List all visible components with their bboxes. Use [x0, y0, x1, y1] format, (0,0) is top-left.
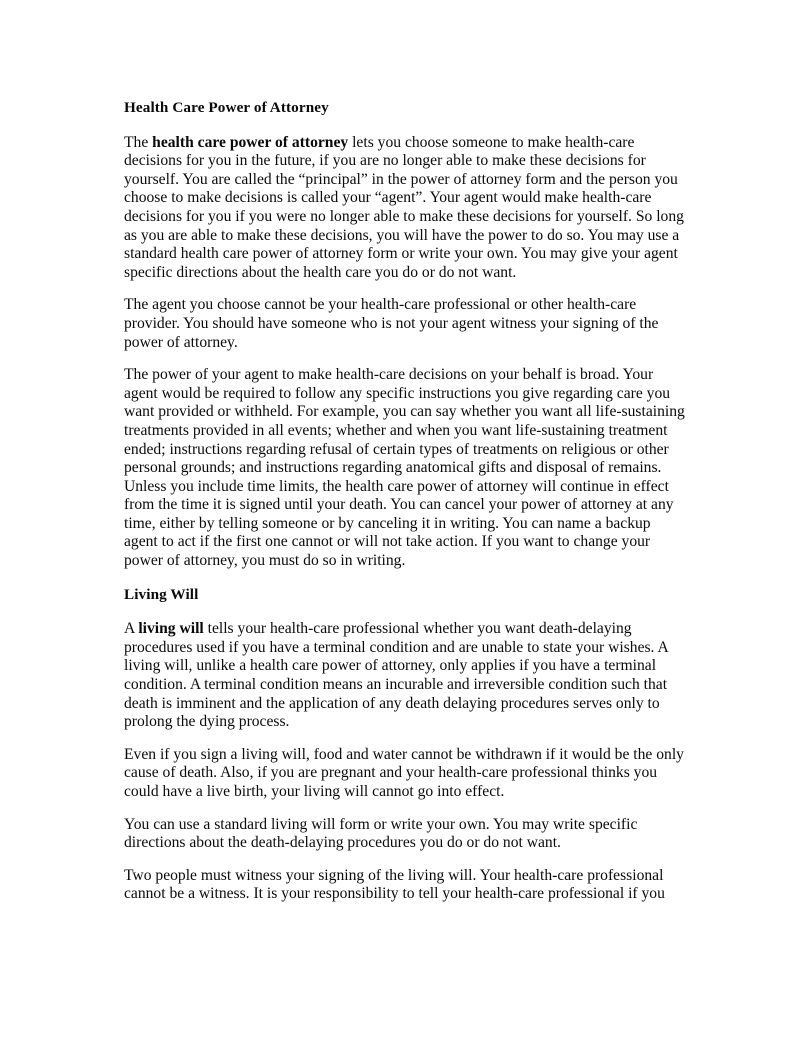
- spacer: [124, 853, 686, 867]
- paragraph-hcpoa-agent-powers: The power of your agent to make health-care decisions on your behalf is broad. Your agent would be required to follow any specific instructions you give regarding care you want provided or withheld. For example, you can say whether you want all life-sustaining treatments provided in all events; whether and when you want life-sustaining treatment ended; instructions regarding refusal of certain types of treatments on religious or other personal grounds; and instructions regarding anatomical gifts and disposal of remains. Unless you include time limits, the health care power of attorney will continue in effect from the time it is signed until your death. You can cancel your power of attorney at any time, either by telling someone or by canceling it in writing. You can name a backup agent to act if the first one cannot or will not take action. If you want to change your power of attorney, you must do so in writing.: [124, 366, 685, 570]
- spacer: [124, 352, 686, 366]
- emphasis-living-will: living will: [138, 620, 204, 638]
- section-heading-living-will: Living Will: [124, 585, 199, 603]
- spacer: [124, 118, 686, 134]
- spacer: [124, 282, 686, 296]
- spacer: [124, 604, 686, 620]
- paragraph-living-will-witnesses: Two people must witness your signing of the living will. Your health-care professional cannot be a witness. It is your responsibility to tell your health-care professional if you: [124, 866, 665, 903]
- section-heading-health-care-power-of-attorney: Health Care Power of Attorney: [124, 99, 329, 116]
- spacer: [124, 802, 686, 816]
- document-body: [124, 99, 686, 904]
- paragraph-rest-text: lets you choose someone to make health-care decisions for you in the future, if you are no longer able to make these decisions for yourself. You are called the “principal” in the power of attorney form and the person you choose to make decisions is called your “agent”. Your agent would make health-care decisions for you if you were no longer able to make these decisions for yourself. So long as you are able to make these decisions, you will have the power to do so. You may use a standard health care power of attorney form or write your own. You may give your agent specific directions about the health care you do or do not want.: [124, 133, 684, 281]
- paragraph-hcpoa-agent-restrictions: The agent you choose cannot be your health-care professional or other health-care provider. You should have someone who is not your agent witness your signing of the power of attorney.: [124, 296, 659, 351]
- paragraph-living-will-food-water: Even if you sign a living will, food and water cannot be withdrawn if it would be the only cause of death. Also, if you are pregnant and your health-care professional thinks you could have a live birth, your living will cannot go into effect.: [124, 745, 684, 800]
- spacer: [124, 571, 686, 586]
- paragraph-living-will-standard-form: You can use a standard living will form or write your own. You may write specific directions about the death-delaying procedures you do or do not want.: [124, 815, 638, 852]
- spacer: [124, 732, 686, 746]
- emphasis-health-care-power-of-attorney: health care power of attorney: [152, 133, 349, 151]
- paragraph-rest-text: tells your health-care professional whether you want death-delaying procedures used if you have a terminal condition and are unable to state your wishes. A living will, unlike a health care power of attorney, only applies if you have a terminal condition. A terminal condition means an incurable and irreversible condition such that death is imminent and the application of any death delaying procedures serves only to prolong the dying process.: [124, 620, 668, 731]
- paragraph-living-will-intro: [124, 620, 686, 732]
- paragraph-lead-text: A: [124, 620, 139, 638]
- paragraph-lead-text: The: [124, 133, 153, 151]
- paragraph-hcpoa-intro: [124, 134, 686, 283]
